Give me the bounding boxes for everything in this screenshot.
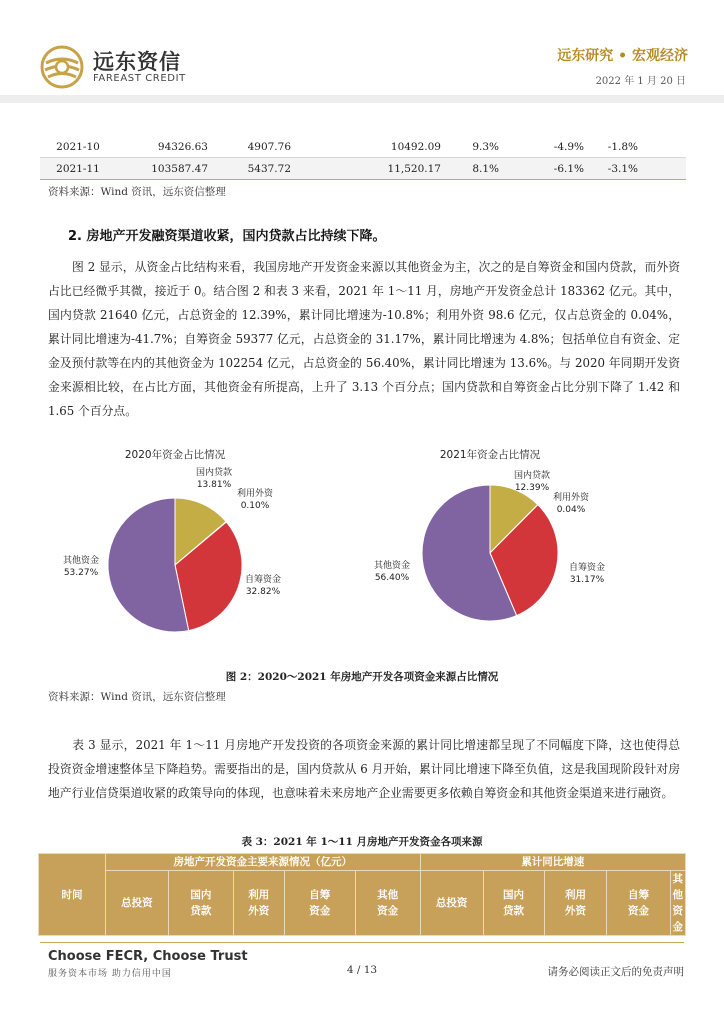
- header-text: 利用 外资: [248, 889, 270, 917]
- table-cell: -4.9%: [503, 136, 588, 158]
- fareast-credit-logo-icon: [40, 45, 84, 89]
- page-header: [0, 0, 724, 100]
- paragraph-text: 表 3 显示，2021 年 1～11 月房地产开发投资的各项资金来源的累计同比增速都呈现了不同幅度下降，这也使得总投资资金增速整体呈下降趋势。需要指出的是，国内贷款从 6 月开始，累计同比增速下降至负值，这是我国现阶段针对房地产行业信贷渠道收紧的政策导向的体现，也意味着未来房地产企业需要更多依赖自筹资金和其他资金渠道来进行融资。: [48, 738, 680, 800]
- table-cell: -3.1%: [588, 158, 686, 180]
- slice-label: 国内贷款: [513, 471, 551, 481]
- body-paragraph: [48, 255, 680, 423]
- slice-value-label: 53.27%: [63, 568, 99, 578]
- table-header-cell: [168, 871, 233, 936]
- table-header-cell: 总投资: [420, 871, 483, 936]
- slice-value-label: 0.10%: [240, 501, 270, 511]
- report-series: 远东研究 • 宏观经济: [557, 48, 688, 64]
- table-cell: 4907.76: [212, 136, 295, 158]
- funding-sources-table-header: [38, 853, 686, 936]
- slice-value-label: 31.17%: [569, 575, 605, 585]
- slice-value-label: 56.40%: [374, 573, 410, 583]
- table-header-cell: 总投资: [105, 871, 168, 936]
- table-cell: 2021-11: [40, 158, 116, 180]
- table-cell: -6.1%: [503, 158, 588, 180]
- slice-value-label: 12.39%: [514, 483, 550, 493]
- table-header-cell: 房地产开发资金主要来源情况（亿元）: [105, 854, 420, 871]
- slice-label: 国内贷款: [195, 468, 233, 478]
- table-cell: 10492.09: [295, 136, 445, 158]
- header-text: 国内 贷款: [503, 889, 525, 917]
- header-text: 自筹 资金: [627, 889, 649, 917]
- logo-text-cn: 远东资信: [93, 50, 181, 74]
- table-cell: 9.3%: [445, 136, 503, 158]
- pie-chart-2021: [374, 448, 605, 621]
- section-heading: 2. 房地产开发融资渠道收紧，国内贷款占比持续下降。: [68, 229, 386, 244]
- table-cell: 2021-10: [40, 136, 116, 158]
- pie-chart-2020: [63, 448, 281, 632]
- table-cell: 11,520.17: [295, 158, 445, 180]
- table-header-cell: [355, 871, 420, 936]
- slice-label: 其他资金: [373, 561, 411, 571]
- page-number: 4 / 13: [346, 964, 378, 976]
- table-cell: -1.8%: [588, 136, 686, 158]
- slice-label: 自筹资金: [568, 563, 606, 573]
- header-text: 利用 外资: [564, 889, 586, 917]
- slice-value-label: 0.04%: [556, 505, 586, 515]
- body-paragraph: [48, 733, 680, 805]
- table-header-cell: [233, 871, 284, 936]
- table-header-cell: [284, 871, 355, 936]
- chart-title: 2021年资金占比情况: [439, 449, 541, 461]
- figure-caption: 图 2：2020～2021 年房地产开发各项资金来源占比情况: [225, 671, 499, 683]
- header-text: 其他 资金: [377, 889, 399, 917]
- table-header-cell: [483, 871, 544, 936]
- pie-charts-figure: [0, 430, 724, 662]
- paragraph-text: 图 2 显示，从资金占比结构来看，我国房地产开发资金来源以其他资金为主，次之的是自筹资金和国内贷款，而外资占比已经微乎其微，接近于 0。结合图 2 和表 3 来看，2021 年 1～11 月，房地产开发资金总计 183362 亿元。其中，国内贷款 21640 亿元，占总资金的 12.39%，累计同比增速为-10.8%；利用外资 98.6 亿元，仅占总资金的 0.04%，累计同比增速为-41.7%；自筹资金 59377 亿元，占总资金的 31.17%，累计同比增速为 4.8%；包括单位自有资金、定金及预付款等在内的其他资金为 102254 亿元，占总资金的 56.40%，累计同比增速为 13.6%。与 2020 年同期开发资金来源相比较，在占比方面，其他资金有所提高，上升了 3.13 个百分点；国内贷款和自筹资金占比分别下降了 1.42 和 1.65 个百分点。: [48, 260, 680, 418]
- header-text: 自筹 资金: [309, 889, 331, 917]
- table-cell: 94326.63: [116, 136, 212, 158]
- table-caption: 表 3：2021 年 1～11 月房地产开发资金各项来源: [241, 836, 483, 848]
- footer-slogan: Choose FECR, Choose Trust: [48, 949, 248, 964]
- logo-text-en: FAREAST CREDIT: [93, 73, 186, 84]
- table-header-cell: [544, 871, 607, 936]
- data-table-continued: [40, 136, 686, 180]
- footer-disclaimer: 请务必阅读正文后的免责声明: [547, 966, 684, 978]
- table-row: [40, 136, 686, 158]
- table-cell: 103587.47: [116, 158, 212, 180]
- table-header-cell: [670, 871, 686, 936]
- table-header-cell: 累计同比增速: [420, 854, 685, 871]
- footer-slogan-sub: 服务资本市场 助力信用中国: [48, 969, 172, 979]
- slice-label: 自筹资金: [244, 575, 282, 585]
- slice-value-label: 32.82%: [245, 587, 281, 597]
- slice-value-label: 13.81%: [196, 480, 232, 490]
- chart-title: 2020年资金占比情况: [124, 449, 226, 461]
- footer-divider: [40, 942, 684, 943]
- slice-label: 利用外资: [236, 489, 274, 499]
- slice-label: 利用外资: [552, 493, 590, 503]
- source-note: 资料来源：Wind 资讯，远东资信整理: [48, 186, 226, 198]
- header-text: 国内 贷款: [190, 889, 212, 917]
- report-date: 2022 年 1 月 20 日: [595, 76, 686, 87]
- slice-label: 其他资金: [62, 556, 100, 566]
- header-divider: [0, 95, 724, 103]
- table-header-row: [39, 854, 686, 871]
- table-header-cell: [607, 871, 670, 936]
- table-cell: 5437.72: [212, 158, 295, 180]
- table-header-row: [39, 871, 686, 936]
- table-cell: 8.1%: [445, 158, 503, 180]
- table-row: [40, 158, 686, 180]
- source-note: 资料来源：Wind 资讯，远东资信整理: [48, 691, 226, 703]
- header-text: 其他 资金: [672, 873, 683, 933]
- table-header-cell: 时间: [39, 854, 106, 936]
